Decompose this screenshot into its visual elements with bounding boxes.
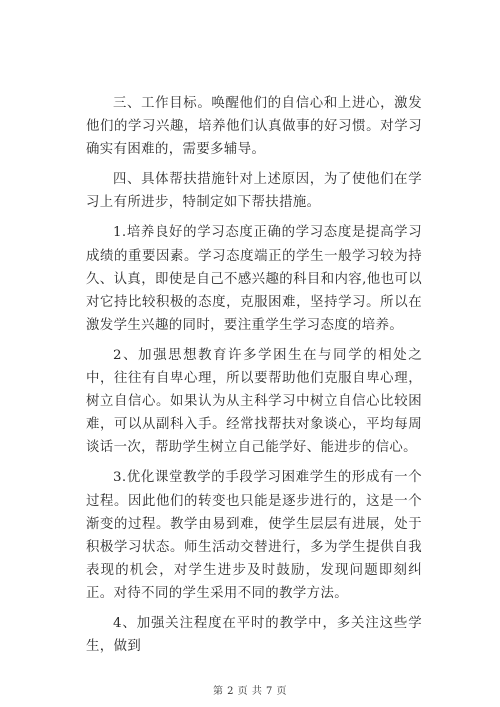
paragraph-work-goals: 三、工作目标。唤醒他们的自信心和上进心，激发他们的学习兴趣，培养他们认真做事的好习惯。对学习确实有困难的，需要多辅导。 <box>86 96 422 158</box>
paragraph-classroom-teaching: 3.优化课堂教学的手段学习困难学生的形成有一个过程。因此他们的转变也只能是逐步进行的，这是一个渐变的过程。教学由易到难，使学生层层有进展，处于积极学习状态。师生活动交替进行，多为学生提供自我表现的机会，对学生进步及时鼓励，发现问题即刻纠正。对待不同的学生采用不同的教学方法。 <box>86 470 422 601</box>
paragraph-support-measures: 四、具体帮扶措施针对上述原因，为了使他们在学习上有所进步，特制定如下帮扶措施。 <box>86 172 422 211</box>
document-body <box>86 92 422 665</box>
paragraph-attention: 4、加强关注程度在平时的教学中，多关注这些学生，做到 <box>86 615 422 655</box>
page-number-footer: 第 2 页 共 7 页 <box>212 686 288 697</box>
paragraph-ideological-education: 2、加强思想教育许多学困生在与同学的相处之中，往往有自卑心理，所以要帮助他们克服自卑心理，树立自信心。如果认为从主科学习中树立自信心比较困难，可以从副科入手。经常找帮扶对象谈心，平均每周谈话一次，帮助学生树立自己能学好、能进步的信心。 <box>86 347 422 456</box>
paragraph-learning-attitude: 1.培养良好的学习态度正确的学习态度是提高学习成绩的重要因素。学习态度端正的学生一般学习较为持久、认真，即使是自己不感兴趣的科目和内容,他也可以对它持比较积极的态度，克服困难，坚持学习。所以在激发学生兴趣的同时，要注重学生学习态度的培养。 <box>86 225 422 333</box>
